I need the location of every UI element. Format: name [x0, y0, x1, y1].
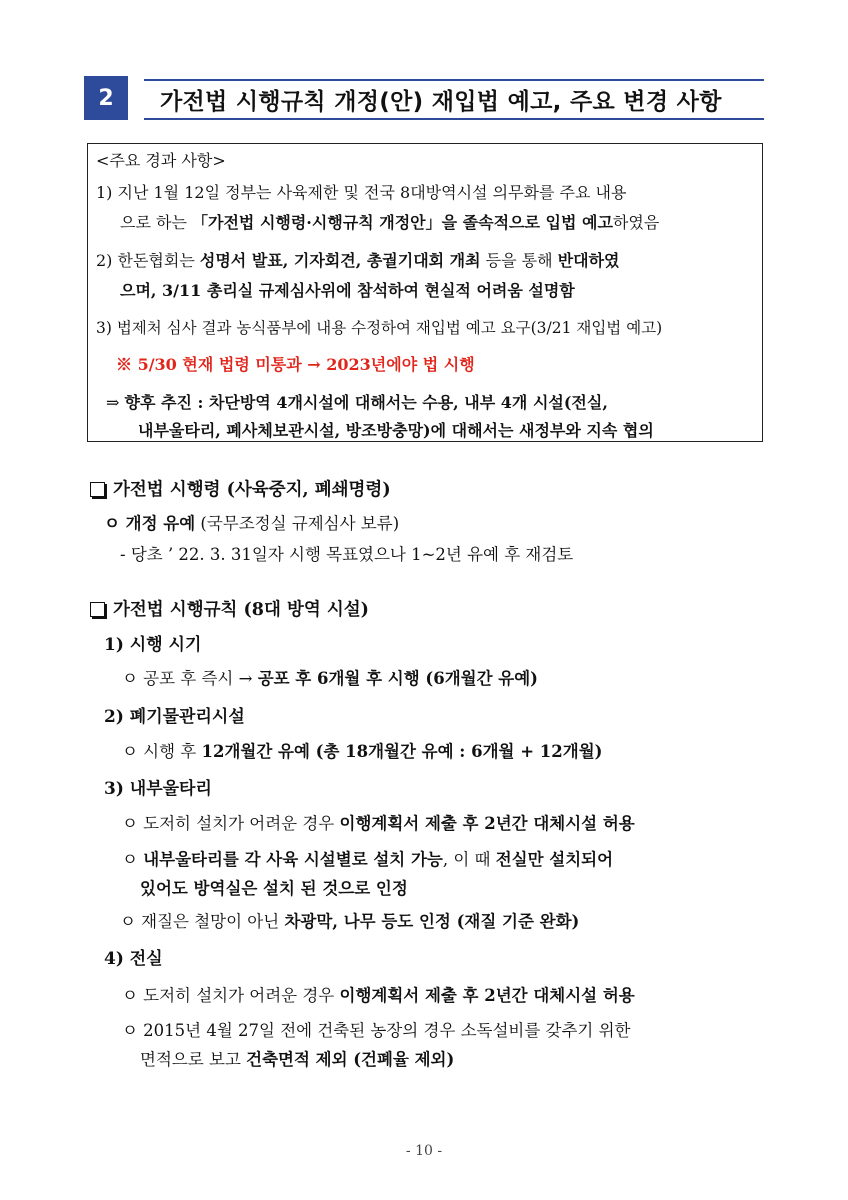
box-plan-line-1: ⇒ 향후 추진 : 차단방역 4개시설에 대해서는 수용, 내부 4개 시설(전실,	[106, 393, 608, 412]
box-heading: <주요 경과 사항>	[96, 151, 226, 170]
box-item-1-line-1: 1) 지난 1월 12일 정부는 사육제한 및 전국 8대방역시설 의무화를 주요 내용	[96, 183, 627, 202]
subsection-4-item-1: ㅇ 도저히 설치가 어려운 경우 이행계획서 제출 후 2년간 대체시설 허용	[122, 986, 635, 1005]
subsection-1-title: 1) 시행 시기	[104, 635, 202, 655]
section-1-heading: 가전법 시행령 (사육중지, 폐쇄명령)	[90, 476, 391, 501]
page-number: - 10 -	[405, 1143, 443, 1159]
box-note-law-status: ※ 5/30 현재 법령 미통과 → 2023년에야 법 시행	[116, 355, 475, 374]
subsection-3-item-3: ㅇ 재질은 철망이 아닌 차광막, 나무 등도 인정 (재질 기준 완화)	[120, 912, 580, 931]
header-rule-bottom	[144, 118, 764, 120]
section-1-detail: - 당초 ’ 22. 3. 31일자 시행 목표였으나 1~2년 유예 후 재검토	[120, 545, 574, 564]
box-item-3: 3) 법제처 심사 결과 농식품부에 내용 수정하여 재입법 예고 요구(3/21 재입법 예고)	[96, 319, 663, 337]
subsection-4-title: 4) 전실	[104, 949, 163, 969]
section-1-item: ㅇ 개정 유예 (국무조정실 규제심사 보류)	[104, 514, 400, 533]
subsection-4-item-2-line-1: ㅇ 2015년 4월 27일 전에 건축된 농장의 경우 소독설비를 갖추기 위한	[122, 1021, 631, 1040]
subsection-3-title: 3) 내부울타리	[104, 779, 212, 799]
header-rule-top	[144, 79, 764, 81]
box-plan-line-2: 내부울타리, 폐사체보관시설, 방조방충망)에 대해서는 새정부와 지속 협의	[138, 421, 654, 440]
box-item-2-line-1: 2) 한돈협회는 성명서 발표, 기자회견, 총궐기대회 개최 등을 통해 반대하였	[96, 251, 620, 270]
section-title: 가전법 시행규칙 개정(안) 재입법 예고, 주요 변경 사항	[160, 89, 722, 115]
subsection-2-title: 2) 폐기물관리시설	[104, 707, 245, 727]
subsection-4-item-2-line-2: 면적으로 보고 건축면적 제외 (건폐율 제외)	[140, 1050, 455, 1069]
subsection-3-item-1: ㅇ 도저히 설치가 어려운 경우 이행계획서 제출 후 2년간 대체시설 허용	[122, 814, 635, 833]
subsection-3-item-2-line-1: ㅇ 내부울타리를 각 사육 시설별로 설치 가능, 이 때 전실만 설치되어	[122, 850, 614, 869]
subsection-1-item: ㅇ 공포 후 즉시 → 공포 후 6개월 후 시행 (6개월간 유예)	[122, 669, 538, 688]
square-bullet-icon	[90, 602, 105, 617]
box-item-1-line-2: 으로 하는 「가전법 시행령·시행규칙 개정안」을 졸속적으로 입법 예고하였음	[120, 213, 660, 232]
section-header	[84, 76, 764, 120]
square-bullet-icon	[90, 482, 105, 497]
box-item-2-line-2: 으며, 3/11 총리실 규제심사위에 참석하여 현실적 어려움 설명함	[120, 281, 575, 300]
section-number-badge: 2	[84, 76, 128, 120]
subsection-2-item: ㅇ 시행 후 12개월간 유예 (총 18개월간 유예 : 6개월 + 12개월)	[122, 742, 603, 761]
section-2-heading: 가전법 시행규칙 (8대 방역 시설)	[90, 596, 369, 621]
subsection-3-item-2-line-2: 있어도 방역실은 설치 된 것으로 인정	[140, 879, 408, 898]
